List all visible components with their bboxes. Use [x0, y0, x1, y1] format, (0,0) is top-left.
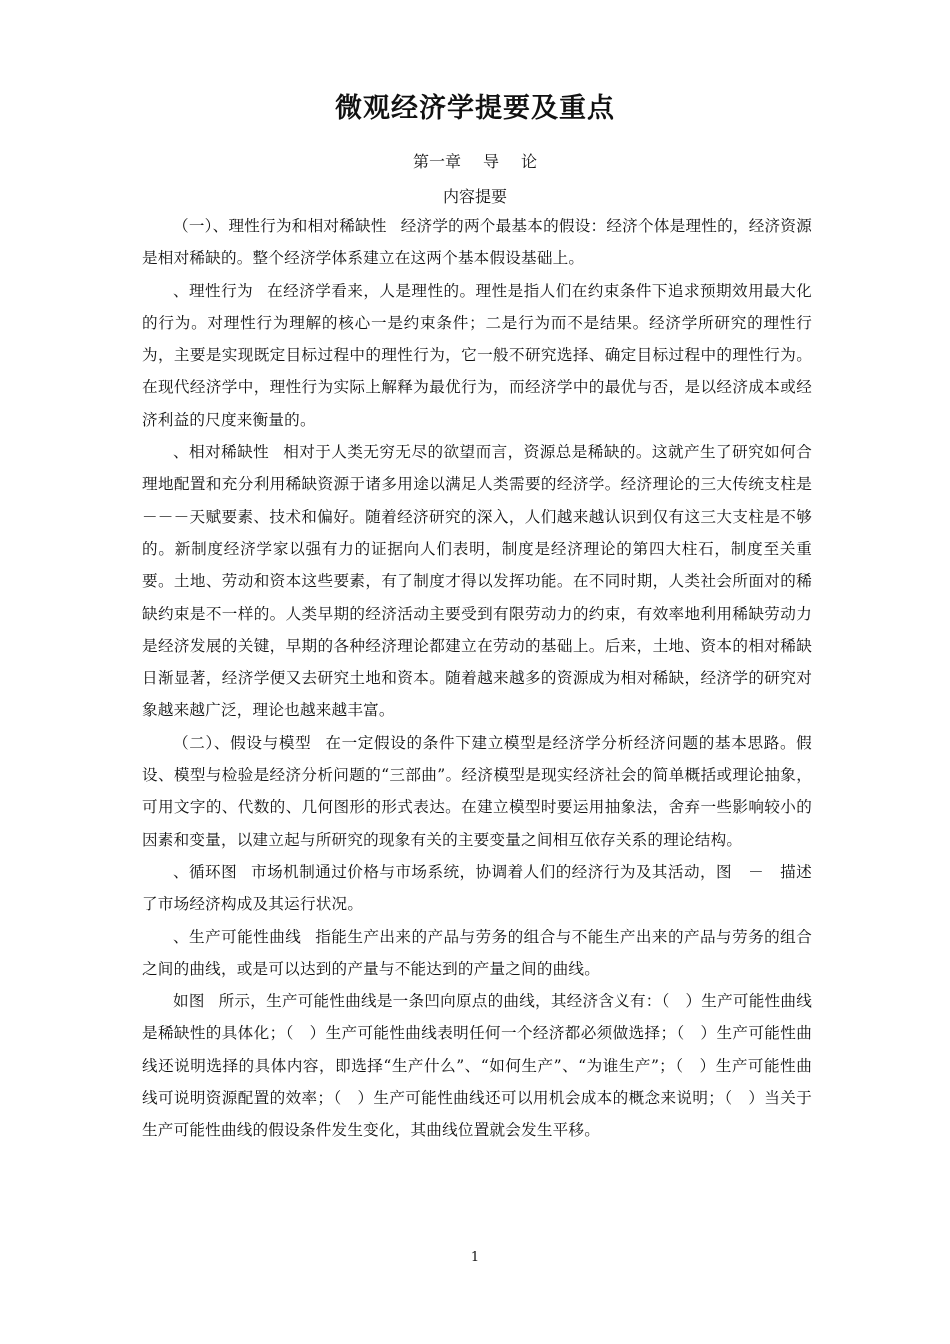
paragraph-assumption-model	[142, 727, 812, 856]
paragraph-heading: 、理性行为	[173, 281, 254, 300]
chapter-heading	[0, 149, 950, 172]
paragraph-heading: 、生产可能性曲线	[173, 927, 302, 946]
paragraph-text: 指能生产出来的产品与劳务的组合与不能生产出来的产品与劳务的组合之间的曲线，或是可以达到的产量与不能达到的产量之间的曲线。	[142, 927, 813, 978]
paragraph-text: 相对于人类无穷无尽的欲望而言，资源总是稀缺的。这就产生了研究如何合理地配置和充分利用稀缺资源于诸多用途以满足人类需要的经济学。经济理论的三大传统支柱是－－－天赋要素、技术和偏好。随着经济研究的深入，人们越来越认识到仅有这三大支柱是不够的。新制度经济学家以强有力的证据向人们表明，制度是经济理论的第四大柱石，制度至关重要。土地、劳动和资本这些要素，有了制度才得以发挥功能。在不同时期，人类社会所面对的稀缺约束是不一样的。人类早期的经济活动主要受到有限劳动力的约束，有效率地利用稀缺劳动力是经济发展的关键，早期的各种经济理论都建立在劳动的基础上。后来，土地、资本的相对稀缺日渐显著，经济学便又去研究土地和资本。随着越来越多的资源成为相对稀缺，经济学的研究对象越来越广泛，理论也越来越丰富。	[142, 443, 813, 720]
paragraph-rational-scarcity	[142, 210, 812, 275]
page-number: 1	[470, 1250, 480, 1265]
paragraph-relative-scarcity	[142, 436, 812, 727]
paragraph-heading: 、相对稀缺性	[173, 443, 270, 462]
paragraph-rational-behavior	[142, 275, 812, 436]
paragraph-ppf-meaning	[142, 985, 812, 1146]
paragraph-ppf-definition	[142, 921, 812, 986]
chapter-name-part-2: 论	[521, 152, 538, 171]
paragraph-heading: （一）、理性行为和相对稀缺性	[173, 217, 387, 235]
paragraph-text: 在经济学看来，人是理性的。理性是指人们在约束条件下追求预期效用最大化的行为。对理性行为理解的核心一是约束条件；二是行为而不是结果。经济学所研究的理性行为，主要是实现既定目标过程中的理性行为，它一般不研究选择、确定目标过程中的理性行为。在现代经济学中，理性行为实际上解释为最优行为，而经济学中的最优与否，是以经济成本或经济利益的尺度来衡量的。	[142, 281, 812, 429]
paragraph-text: 经济学的两个最基本的假设：经济个体是理性的，经济资源是相对稀缺的。整个经济学体系建立在这两个基本假设基础上。	[142, 217, 812, 268]
paragraph-circular-flow	[142, 856, 812, 921]
document-title: 微观经济学提要及重点	[335, 93, 615, 124]
chapter-number: 第一章	[412, 152, 461, 171]
paragraph-text: 市场机制通过价格与市场系统，协调着人们的经济行为及其活动，图 － 描述了市场经济构成及其运行状况。	[142, 862, 812, 914]
paragraph-heading: 如图	[173, 992, 205, 1011]
paragraph-heading: （二）、假设与模型	[173, 733, 312, 752]
paragraph-text: 在一定假设的条件下建立模型是经济学分析经济问题的基本思路。假设、模型与检验是经济分析问题的“三部曲”。经济模型是现实经济社会的简单概括或理论抽象，可用文字的、代数的、几何图形的形式表达。在建立模型时要运用抽象法，舍弃一些影响较小的因素和变量，以建立起与所研究的现象有关的主要变量之间相互依存关系的理论结构。	[142, 733, 812, 849]
section-heading: 内容提要	[442, 187, 507, 206]
paragraph-heading: 、循环图	[173, 862, 238, 881]
chapter-name-part-1: 导	[482, 152, 499, 171]
paragraph-text: 所示，生产可能性曲线是一条凹向原点的曲线，其经济含义有：（ ）生产可能性曲线是稀缺性的具体化；（ ）生产可能性曲线表明任何一个经济都必须做选择；（ ）生产可能性曲线还说明选择的具体内容，即选择“生产什么”、“如何生产”、“为谁生产”；（ ）生产可能性曲线可说明资源配置的效率；（ ）生产可能性曲线还可以用机会成本的概念来说明；（ ）当关于生产可能性曲线的假设条件发生变化，其曲线位置就会发生平移。	[142, 992, 812, 1140]
body-text	[142, 210, 812, 1147]
